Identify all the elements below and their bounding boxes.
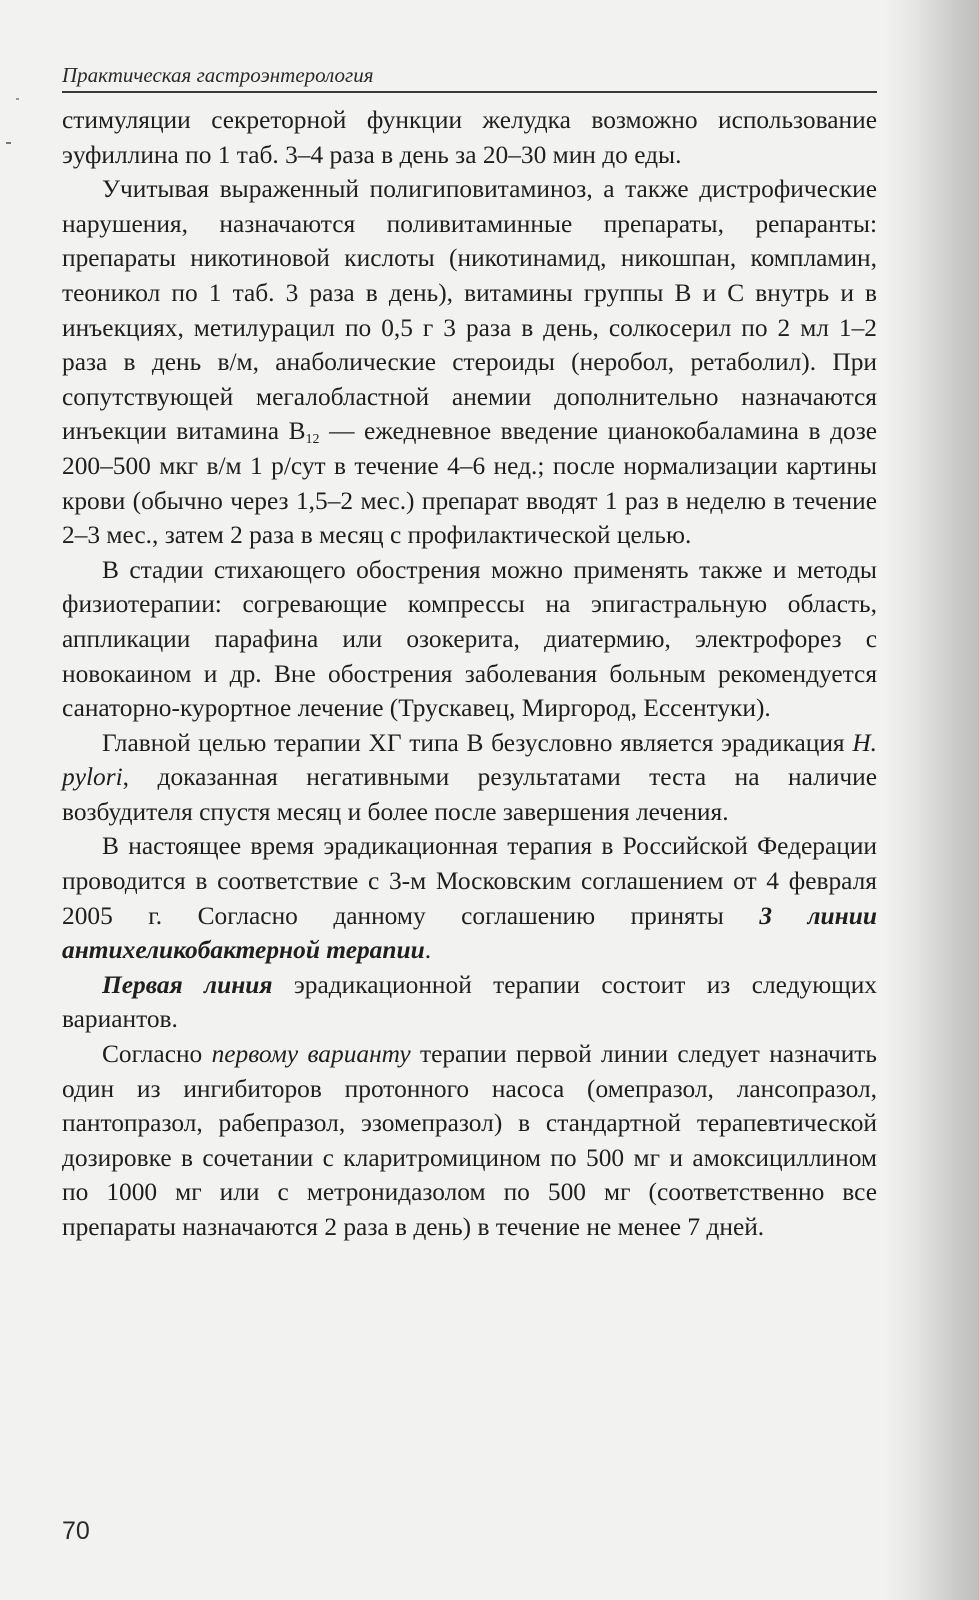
scan-speck	[6, 142, 11, 144]
spine-shadow	[884, 0, 979, 1600]
page-number: 70	[62, 1517, 90, 1545]
h-pylori-term: H. pylori	[62, 728, 877, 792]
scan-speck-small	[16, 98, 19, 100]
paragraph-4	[62, 726, 877, 830]
paragraph-5-text-a: В настоящее время эрадикационная терапия в Российской Федерации проводится в соответствие с 3-м Московским соглашением от 4 февраля 2005 г. Согласно данному соглашению приняты	[62, 832, 877, 930]
first-variant-term: первому варианту	[211, 1040, 411, 1069]
body-text	[62, 103, 877, 1245]
paragraph-2-text-b: — ежедневное введение цианокобаламина в дозе 200–500 мкг в/м 1 р/сут в течение 4–6 нед.; после нормализации картины крови (обычно через 1,5–2 мес.) препарат вводят 1 раз в неделю в течение 2–3 мес., затем 2 раза в месяц с профилактической целью.	[62, 417, 877, 550]
paragraph-7-text-b: терапии первой линии следует назначить один из ингибиторов протонного насоса (омепразол, лансопразол, пантопразол, рабепразол, эзомепразол) в стандартной терапевтической дозировке в сочетании с кларитромицином по 500 мг и амоксициллином по 1000 мг или с метронидазолом по 500 мг (соответственно все препараты назначаются 2 раза в день) в течение не менее 7 дней.	[62, 1040, 877, 1241]
paragraph-2-text-a: Учитывая выраженный полигиповитаминоз, а также дистрофические нарушения, назначаются поливитаминные препараты, репаранты: препараты никотиновой кислоты (никотинамид, никошпан, компламин, теоникол по 1 таб. 3 раза в день), витамины группы В и С внутрь и в инъекциях, метилурацил по 0,5 г 3 раза в день, солкосерил по 2 мл 1–2 раза в день в/м, анаболические стероиды (неробол, ретаболил). При сопутствующей мегалобластной анемии дополнительно назначаются инъекции витамина В	[62, 175, 877, 446]
paragraph-5-text-b: .	[424, 936, 432, 965]
paragraph-3	[62, 553, 877, 726]
paragraph-3-text: В стадии стихающего обострения можно применять также и методы физиотерапии: согревающие компрессы на эпигастральную область, аппликации парафина или озокерита, диатермию, электрофорез с новокаином и др. Вне обострения заболевания больным рекомендуется санаторно-курортное лечение (Трускавец, Миргород, Ессентуки).	[62, 555, 877, 723]
running-title: Практическая гастроэнтерология	[62, 60, 877, 93]
vitamin-b12-subscript: 12	[305, 432, 320, 448]
paragraph-2	[62, 172, 877, 553]
paragraph-6	[62, 968, 877, 1037]
paragraph-1	[62, 103, 877, 172]
paragraph-4-text-b: , доказанная негативными результатами теста на наличие возбудителя спустя месяц и более после завершения лечения.	[62, 763, 877, 826]
therapy-lines-term: 3 линии антихеликобактерной терапии	[62, 901, 877, 965]
paragraph-7	[62, 1037, 877, 1245]
book-page	[62, 60, 877, 1245]
paragraph-7-text-a: Согласно	[102, 1040, 212, 1069]
first-line-term: Первая линия	[102, 970, 273, 999]
paragraph-4-text-a: Главной целью терапии ХГ типа В безусловно является эрадикация	[102, 728, 853, 757]
paragraph-1-text: стимуляции секреторной функции желудка возможно использование эуфиллина по 1 таб. 3–4 раза в день за 20–30 мин до еды.	[62, 106, 877, 169]
paragraph-6-text-b: эрадикационной терапии состоит из следующих вариантов.	[62, 970, 877, 1034]
paragraph-5	[62, 829, 877, 967]
